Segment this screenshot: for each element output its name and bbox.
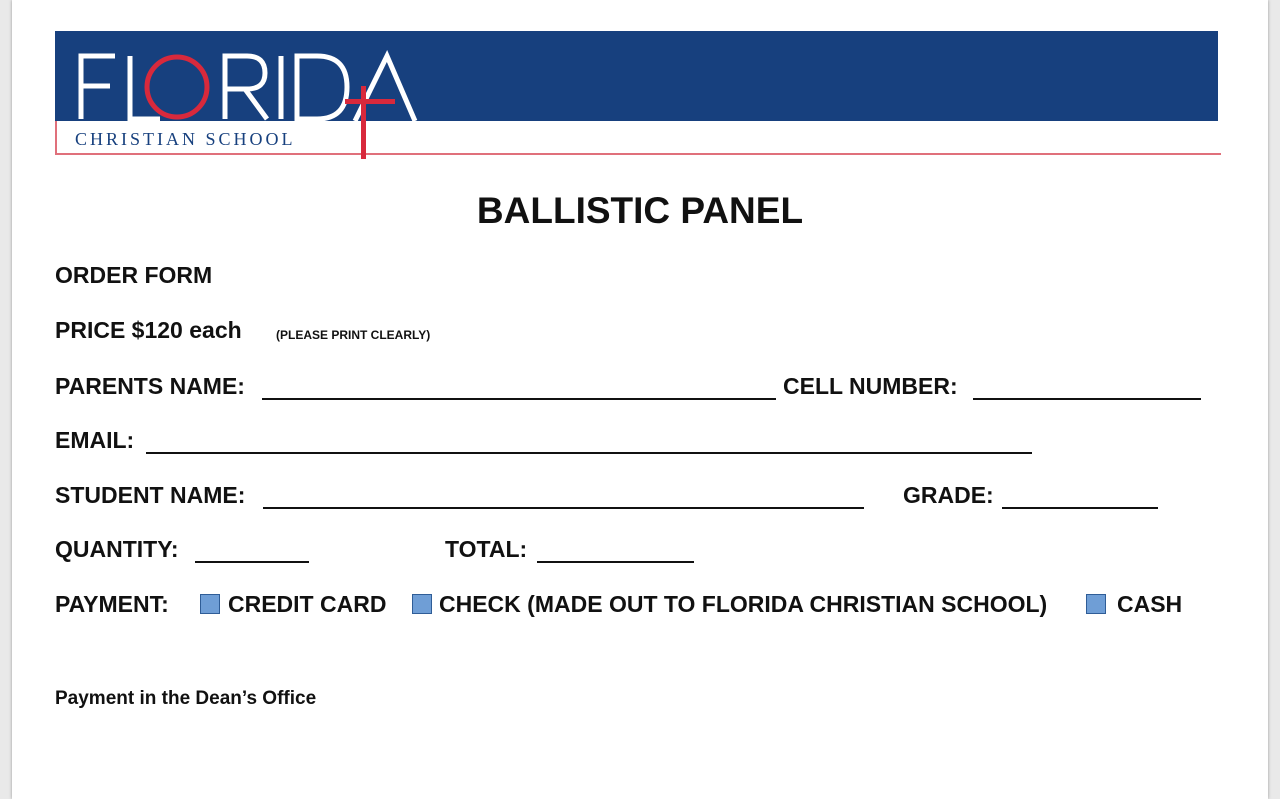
email-field[interactable]: [146, 452, 1032, 454]
logo-cross-horizontal: [345, 99, 395, 104]
logo-cross-vertical: [361, 86, 366, 159]
total-field[interactable]: [537, 561, 694, 563]
quantity-label: QUANTITY:: [55, 536, 179, 562]
footer-note: Payment in the Dean’s Office: [55, 688, 317, 709]
grade-label: GRADE:: [903, 482, 994, 508]
page-title: BALLISTIC PANEL: [476, 190, 804, 231]
grade-field[interactable]: [1002, 507, 1158, 509]
parents-name-field[interactable]: [262, 398, 776, 400]
print-note: (PLEASE PRINT CLEARLY): [276, 328, 431, 342]
check-option: CHECK (MADE OUT TO FLORIDA CHRISTIAN SCHOOL): [439, 591, 1048, 617]
cell-number-label: CELL NUMBER:: [783, 373, 958, 399]
credit-card-checkbox[interactable]: [200, 594, 220, 614]
logo-subtitle: CHRISTIAN SCHOOL: [75, 129, 296, 149]
email-label: EMAIL:: [55, 427, 135, 453]
student-name-label: STUDENT NAME:: [55, 482, 246, 508]
payment-label: PAYMENT:: [55, 591, 169, 617]
school-logo: [55, 31, 425, 161]
credit-card-option: CREDIT CARD: [228, 591, 387, 617]
parents-name-label: PARENTS NAME:: [55, 373, 245, 399]
total-label: TOTAL:: [445, 536, 528, 562]
logo-letter-d: [297, 56, 347, 119]
cash-checkbox[interactable]: [1086, 594, 1106, 614]
form-subtitle: ORDER FORM: [55, 262, 213, 288]
logo-letter-f: [81, 56, 115, 119]
student-name-field[interactable]: [263, 507, 864, 509]
logo-letter-o: [147, 57, 207, 117]
cash-option: CASH: [1117, 591, 1183, 617]
cell-number-field[interactable]: [973, 398, 1201, 400]
quantity-field[interactable]: [195, 561, 309, 563]
logo-letter-r: [225, 56, 267, 119]
check-checkbox[interactable]: [412, 594, 432, 614]
price-label: PRICE $120 each: [55, 317, 242, 343]
